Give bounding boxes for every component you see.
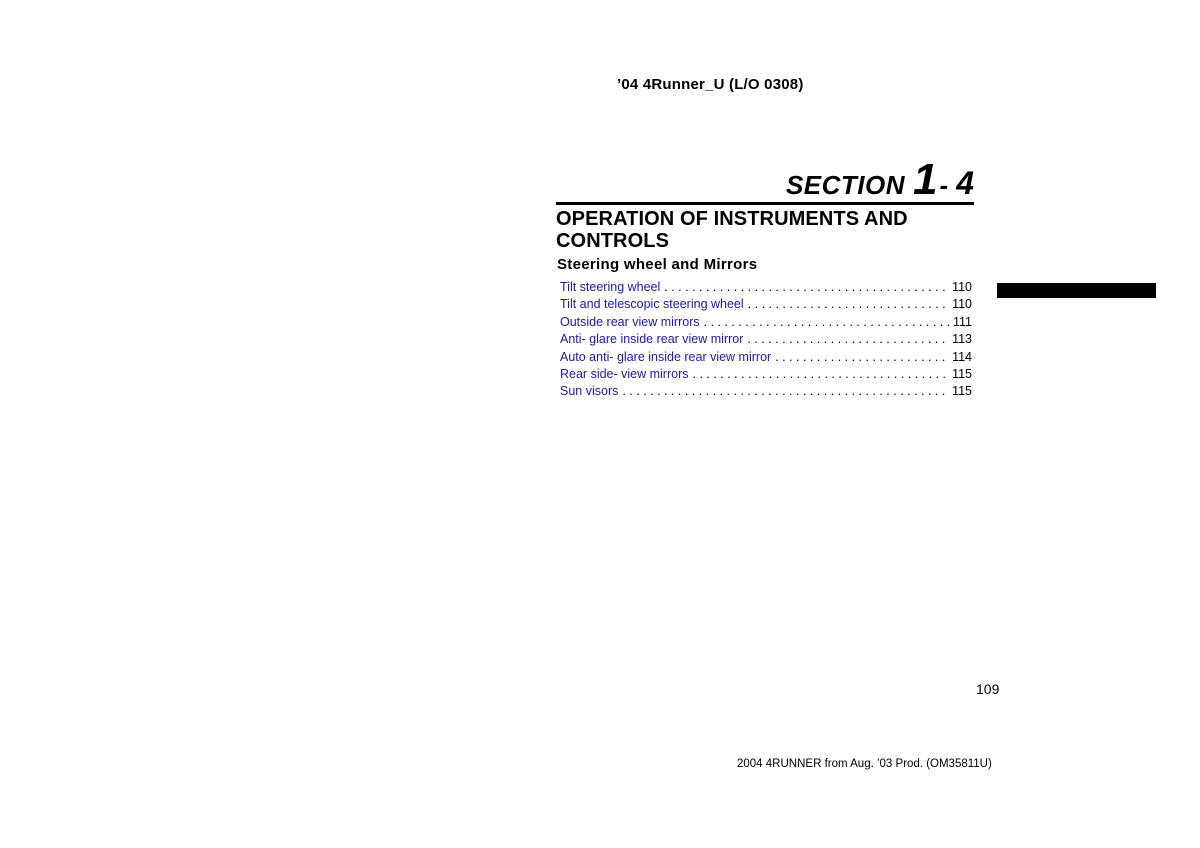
chapter-title: OPERATION OF INSTRUMENTS AND CONTROLS	[556, 208, 908, 252]
toc-item-title: Anti- glare inside rear view mirror	[560, 332, 744, 347]
toc-dot-leader	[622, 384, 948, 398]
toc-item-page: 115	[952, 366, 972, 381]
toc-item-title: Outside rear view mirrors	[560, 314, 700, 329]
toc-item-title: Tilt steering wheel	[560, 280, 661, 294]
section-thumb-tab	[997, 283, 1156, 298]
toc-item-title: Rear side- view mirrors	[560, 366, 689, 381]
table-of-contents	[560, 280, 972, 402]
toc-item-title: Tilt and telescopic steering wheel	[560, 297, 744, 312]
toc-item-tilt-steering-wheel[interactable]	[560, 280, 972, 297]
section-major-number: 1	[913, 155, 938, 204]
section-separator: -	[939, 170, 949, 200]
toc-item-page: 111	[952, 314, 972, 329]
toc-item-auto-anti-glare-inside-mirror[interactable]	[560, 350, 972, 367]
toc-item-outside-rear-view-mirrors[interactable]	[560, 315, 972, 332]
toc-item-page: 114	[952, 349, 972, 364]
toc-dot-leader	[748, 297, 948, 311]
toc-item-page: 110	[952, 297, 972, 312]
toc-dot-leader	[775, 350, 948, 364]
section-minor-number: 4	[956, 165, 974, 201]
toc-dot-leader	[704, 315, 949, 329]
page-footer: 2004 4RUNNER from Aug. ’03 Prod. (OM35811U)	[737, 758, 992, 770]
toc-item-page: 113	[952, 332, 972, 347]
toc-item-anti-glare-inside-mirror[interactable]	[560, 332, 972, 349]
toc-dot-leader	[664, 280, 948, 294]
subsection-title: Steering wheel and Mirrors	[557, 256, 758, 273]
toc-item-rear-side-view-mirrors[interactable]	[560, 367, 972, 384]
document-code-header: ’04 4Runner_U (L/O 0308)	[617, 76, 804, 93]
toc-item-page: 115	[952, 384, 972, 399]
toc-item-tilt-telescopic-steering-wheel[interactable]	[560, 297, 972, 314]
toc-item-title: Auto anti- glare inside rear view mirror	[560, 349, 772, 364]
section-word: SECTION	[785, 170, 906, 200]
toc-item-title: Sun visors	[560, 384, 619, 399]
toc-dot-leader	[693, 367, 949, 381]
page-number: 109	[976, 681, 1000, 697]
toc-item-sun-visors[interactable]	[560, 384, 972, 401]
toc-dot-leader	[747, 332, 948, 346]
toc-item-page: 110	[952, 280, 972, 294]
section-heading	[556, 155, 974, 205]
